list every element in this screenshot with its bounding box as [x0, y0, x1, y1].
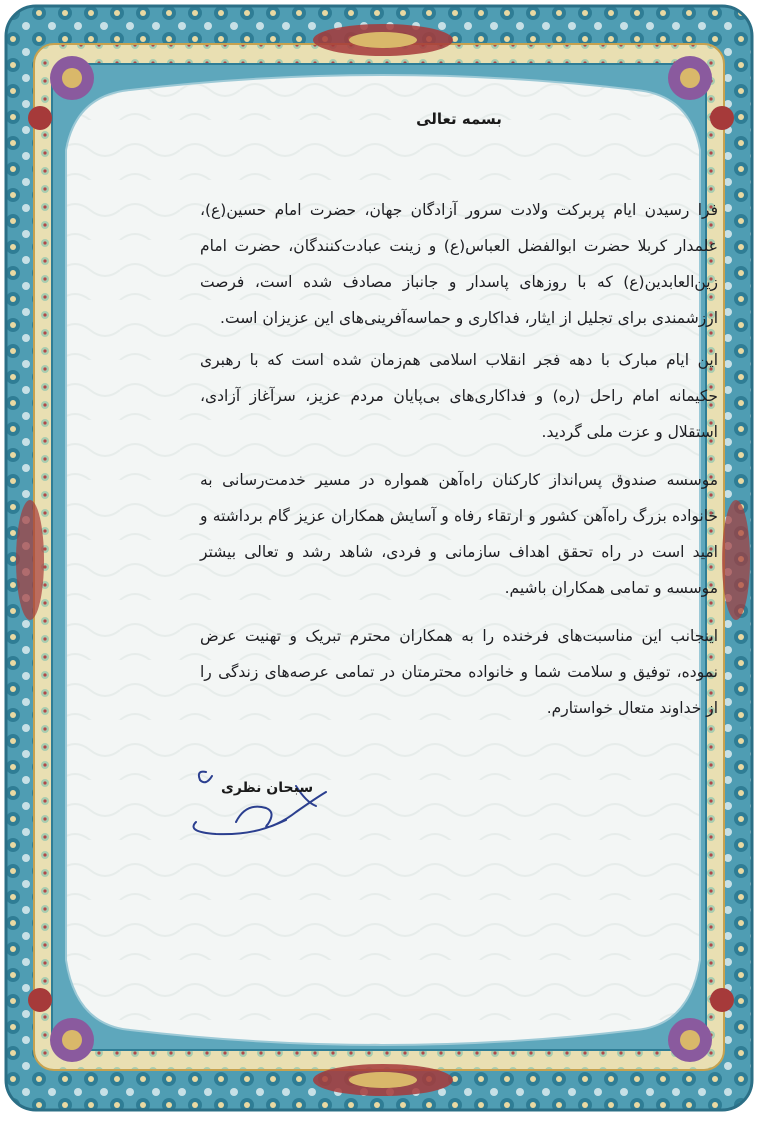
paragraph-2: این ایام مبارک با دهه فجر انقلاب اسلامی هم‌زمان شده است که با رهبری حکیمانه امام راحل (ره) و فداکاری‌های بی‌پایان مردم عزیز، سرآغاز آزادی، استقلال و عزت ملی گردید. — [200, 351, 718, 441]
signature-mark-icon — [176, 762, 346, 842]
letter-title: بسمه تعالی — [416, 110, 502, 128]
paragraph-4: اینجانب این مناسبت‌های فرخنده را به همکاران محترم تبریک و تهنیت عرض نموده، توفیق و سلامت شما و خانواده محترمتان در تمامی عرصه‌های زندگی را از خداوند متعال خواستارم. — [200, 627, 718, 717]
signer-name: سبحان نظری — [221, 780, 314, 796]
paragraph-1: فرا رسیدن ایام پربرکت ولادت سرور آزادگان جهان، حضرت امام حسین(ع)، علمدار کربلا حضرت ابوالفضل العباس(ع) و زینت عبادت‌کنندگان، حضرت امام زین‌العابدین(ع) که با روزهای پاسدار و جانباز مصادف شده است، فرصت ارزشمندی برای تجلیل از ایثار، فداکاری و حماسه‌آفرینی‌های این عزیزان است. — [200, 201, 718, 327]
paragraph-3: موسسه صندوق پس‌انداز کارکنان راه‌آهن همواره در مسیر خدمت‌رسانی به خانواده بزرگ راه‌آهن کشور و ارتقاء رفاه و آسایش همکاران عزیز گام برداشته و امید است در راه تحقق اهداف سازمانی و فردی، شاهد رشد و تعالی بیشتر موسسه و تمامی همکاران باشیم. — [200, 471, 718, 597]
